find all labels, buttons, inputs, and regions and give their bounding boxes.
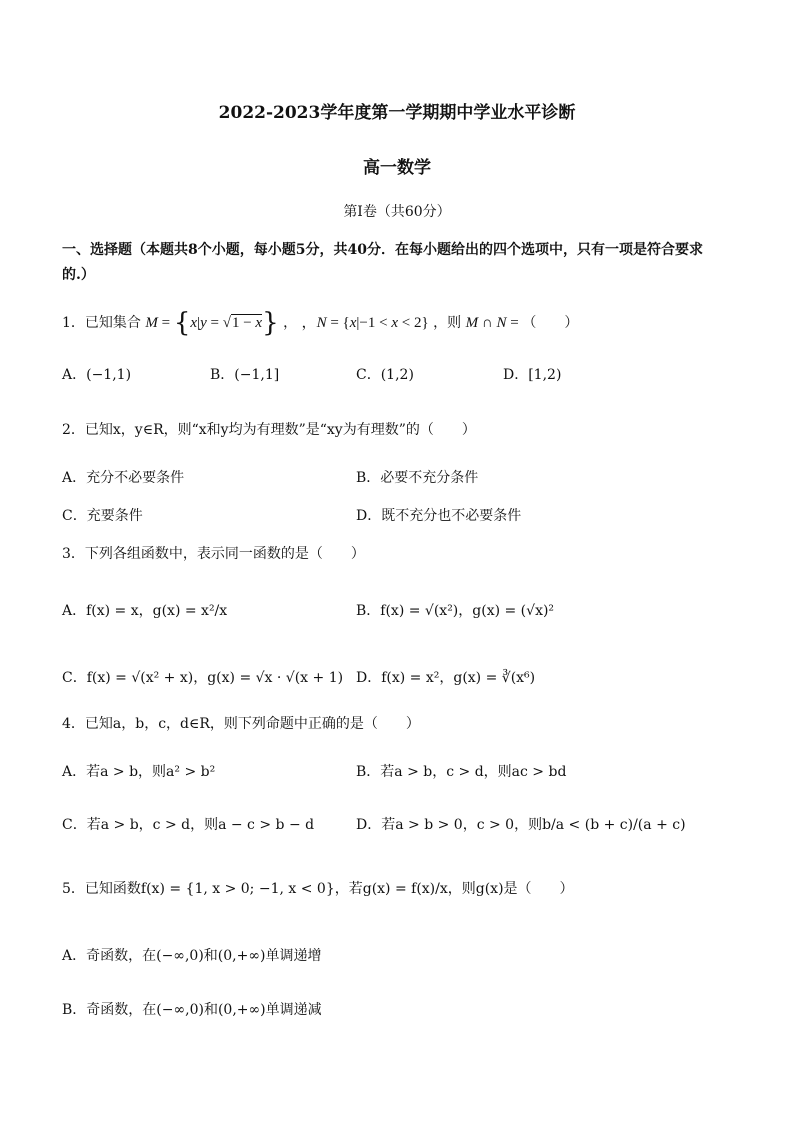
question-1-option-d: D．[1,2)	[503, 367, 562, 383]
intersection-expression: M	[465, 315, 479, 331]
exam-title: 2022-2023学年度第一学期期中学业水平诊断	[218, 103, 576, 123]
question-1-option-a: A．(−1,1)	[62, 367, 132, 383]
question-1-stem: 1．已知集合 M = {x|y = √1 − x} ， ，N = {x|−1 < x < 2} ，则 M ∩ N = （ ）	[62, 308, 579, 338]
question-3-option-d: D．f(x) = x²，g(x) = ∛(x⁶)	[356, 670, 536, 686]
section-heading-line2: 的.）	[62, 267, 95, 283]
question-2-option-b: B．必要不充分条件	[356, 470, 479, 486]
question-4-option-d: D．若a > b > 0，c > 0，则b/a < (b + c)/(a + c)	[356, 817, 686, 833]
volume-label: 第I卷（共60分）	[343, 204, 451, 220]
question-2-option-c: C．充要条件	[62, 508, 143, 524]
question-3-stem: 3．下列各组函数中，表示同一函数的是（ ）	[62, 546, 365, 562]
question-2-stem: 2．已知x，y∈R，则“x和y均为有理数”是“xy为有理数”的（ ）	[62, 422, 476, 438]
question-3-option-c: C．f(x) = √(x² + x)，g(x) = √x · √(x + 1)	[62, 670, 344, 686]
question-4-option-c: C．若a > b，c > d，则a − c > b − d	[62, 817, 315, 833]
question-1-option-c: C．(1,2)	[356, 367, 414, 383]
question-4-option-b: B．若a > b，c > d，则ac > bd	[356, 764, 567, 780]
question-2-option-a: A．充分不必要条件	[62, 470, 185, 486]
question-3-option-b: B．f(x) = √(x²)，g(x) = (√x)²	[356, 603, 555, 619]
question-3-option-a: A．f(x) = x，g(x) = x²/x	[62, 603, 228, 619]
question-5-stem: 5．已知函数f(x) = {1, x > 0; −1, x < 0}，若g(x) = f(x)/x，则g(x)是（ ）	[62, 881, 574, 897]
section-heading-line1: 一、选择题（本题共8个小题，每小题5分，共40分．在每小题给出的四个选项中，只有一项是符合要求	[62, 242, 703, 258]
question-2-option-d: D．既不充分也不必要条件	[356, 508, 522, 524]
question-1-option-b: B．(−1,1]	[210, 367, 280, 383]
question-5-option-b: B．奇函数，在(−∞,0)和(0,+∞)单调递减	[62, 1002, 322, 1018]
question-4-stem: 4．已知a，b，c，d∈R，则下列命题中正确的是（ ）	[62, 716, 420, 732]
set-m-expression: M	[145, 315, 158, 331]
question-1-intro: 1．已知集合	[62, 315, 141, 331]
question-5-option-a: A．奇函数，在(−∞,0)和(0,+∞)单调递增	[62, 948, 322, 964]
subject-title: 高一数学	[363, 158, 431, 178]
set-n-expression: N	[316, 315, 327, 331]
question-4-option-a: A．若a > b，则a² > b²	[62, 764, 216, 780]
